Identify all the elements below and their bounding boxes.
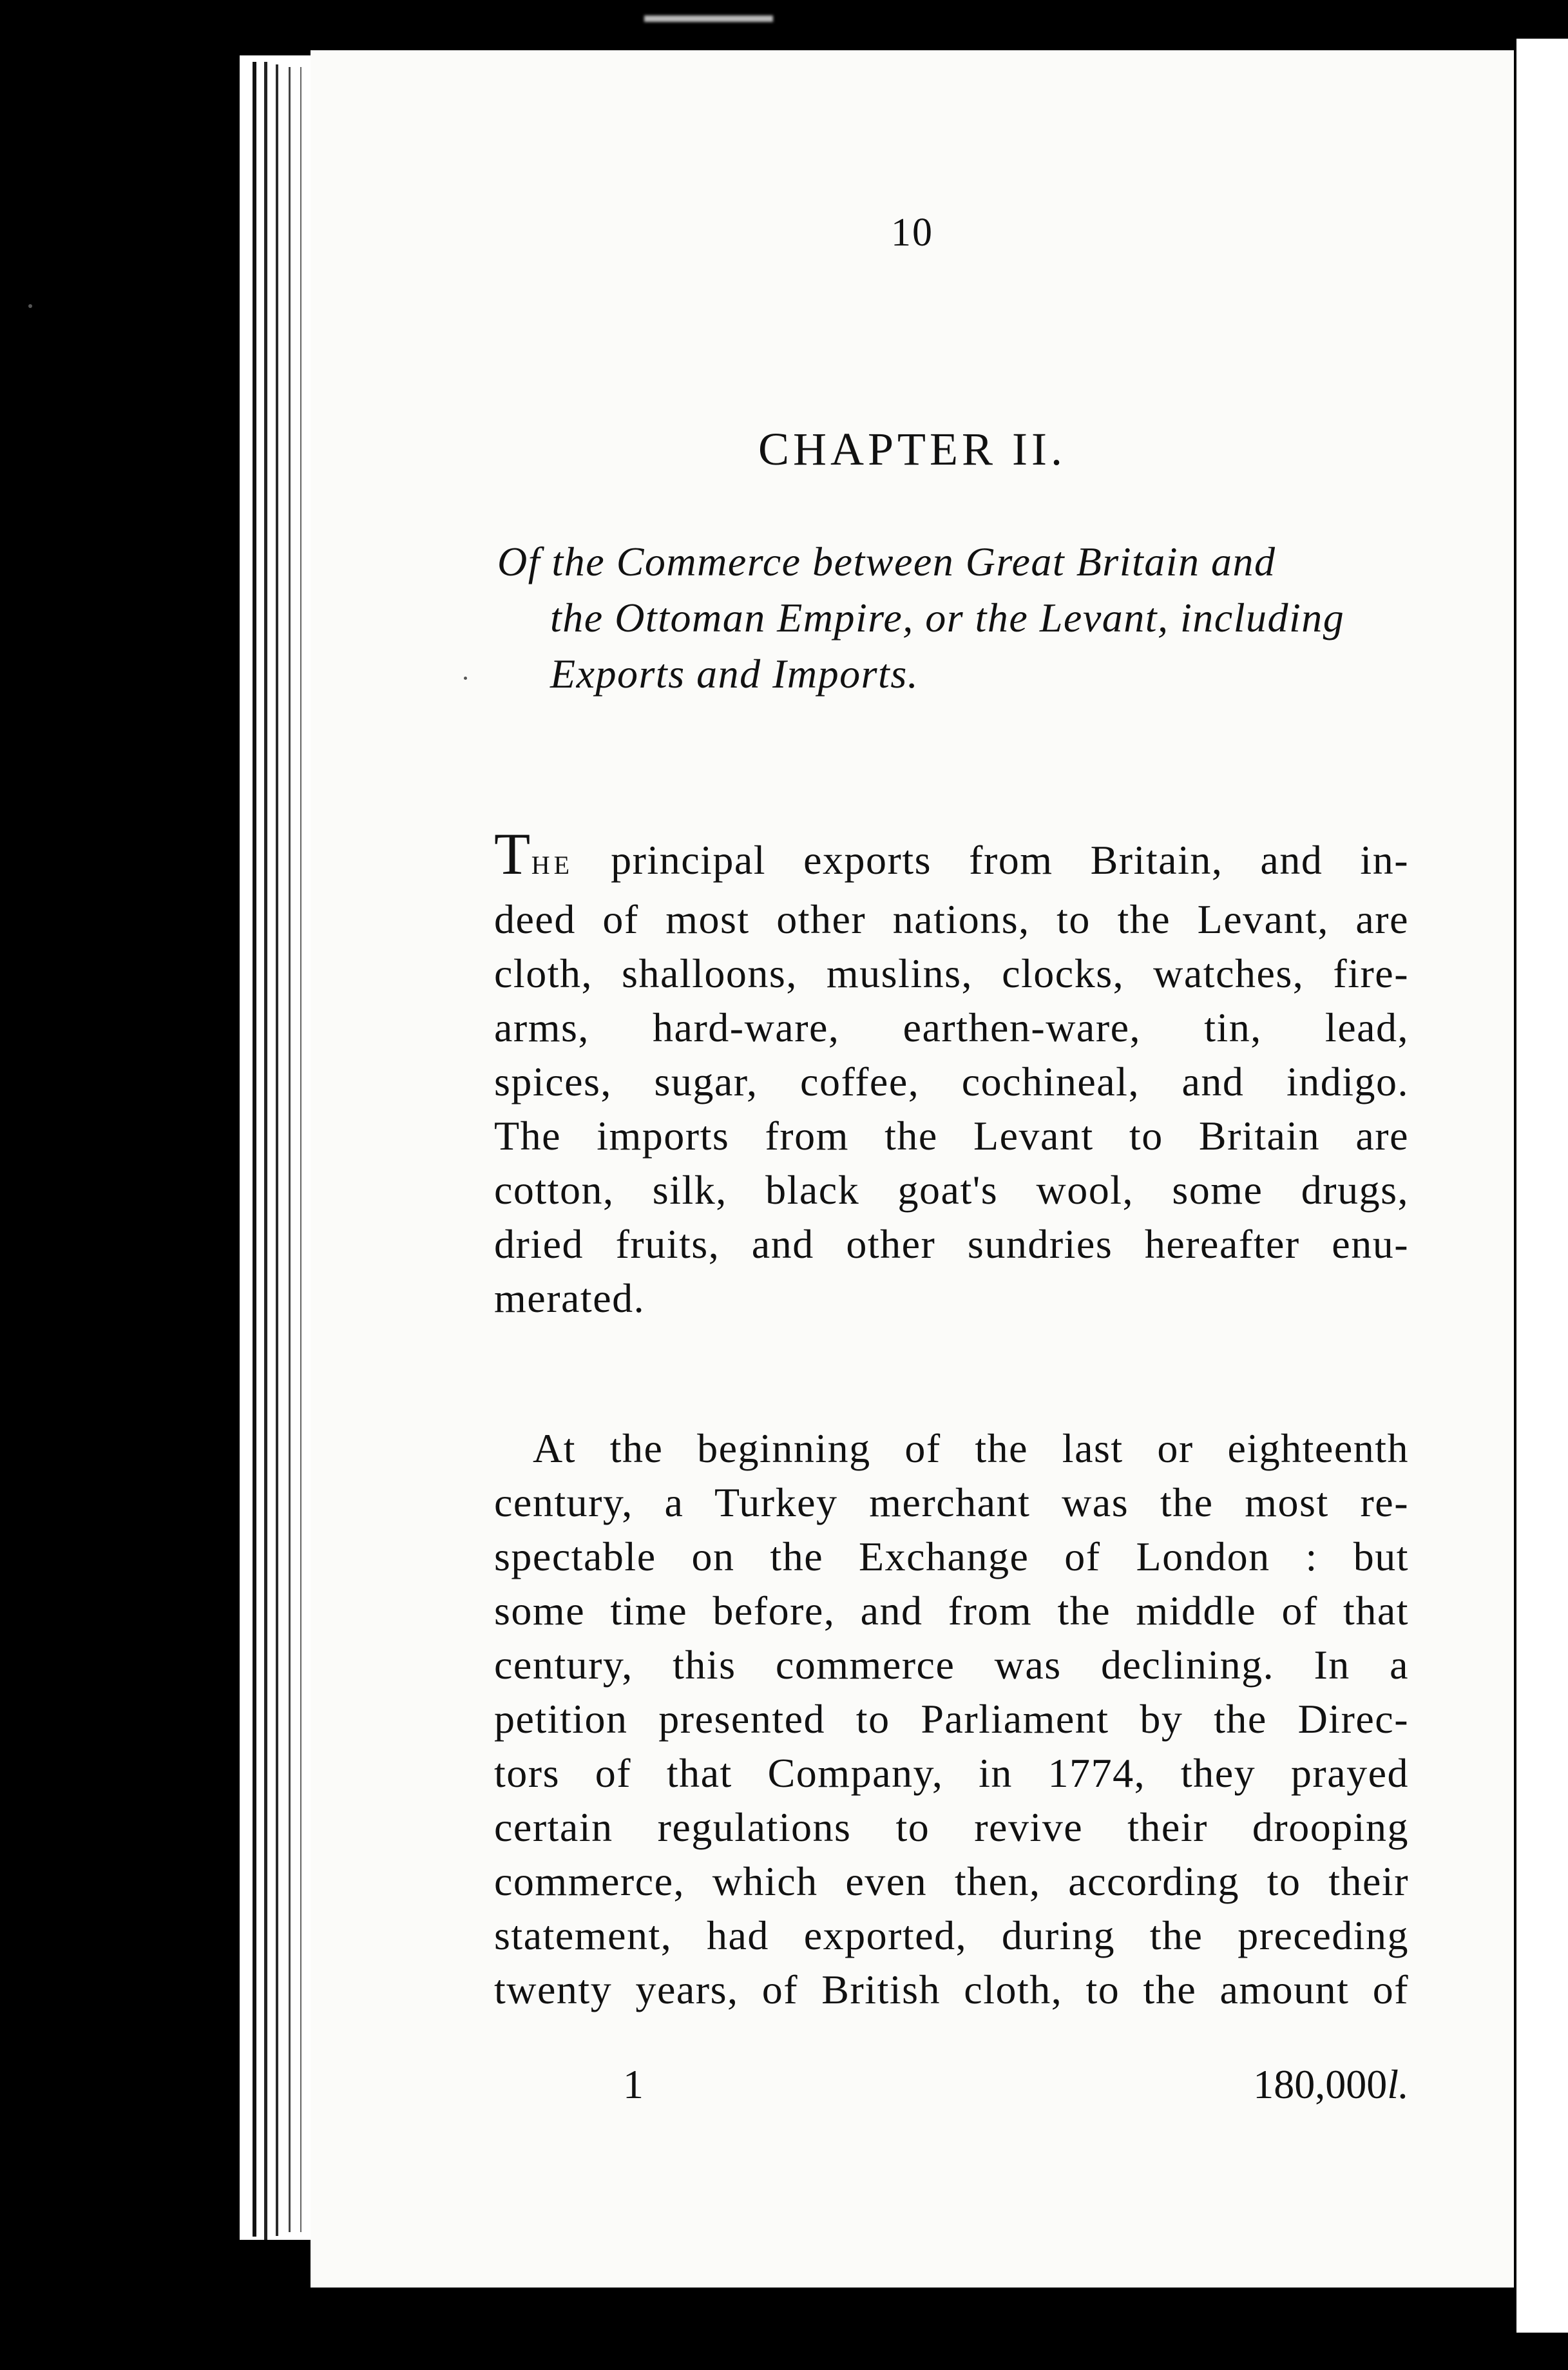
paragraph-line: merated.	[494, 1275, 645, 1321]
page-number: 10	[891, 211, 933, 255]
catchword-number: 180,000	[1253, 2061, 1388, 2107]
paragraph-line: arms, hard-ware, earthen-ware, tin, lead,	[494, 1005, 1409, 1050]
paragraph-line	[494, 821, 1409, 892]
catchword-unit: l.	[1387, 2061, 1409, 2107]
catchword	[1253, 2061, 1409, 2108]
subtitle-line: the Ottoman Empire, or the Levant, including	[550, 595, 1345, 641]
paragraph-line: century, a Turkey merchant was the most re-	[494, 1479, 1409, 1525]
paragraph-line: cloth, shalloons, muslins, clocks, watches, fire-	[494, 950, 1409, 996]
paragraph-line: petition presented to Parliament by the Direc-	[494, 1696, 1409, 1742]
signature-mark: 1	[623, 2061, 644, 2107]
paragraph-line: deed of most other nations, to the Levant, are	[494, 896, 1409, 942]
drop-cap: T	[494, 821, 531, 887]
paragraph-line: spectable on the Exchange of London : but	[494, 1534, 1409, 1579]
paragraph-line: spices, sugar, coffee, cochineal, and indigo.	[494, 1059, 1409, 1104]
small-caps: HE	[531, 851, 574, 880]
page-stack-line	[300, 67, 301, 2232]
paragraph-line: statement, had exported, during the preceding	[494, 1912, 1409, 1958]
paragraph-line: commerce, which even then, according to their	[494, 1858, 1409, 1904]
paragraph-line: At the beginning of the last or eighteenth	[533, 1425, 1409, 1471]
paragraph-exports	[494, 821, 1409, 1325]
paragraph-line: tors of that Company, in 1774, they prayed	[494, 1750, 1409, 1796]
page-stack-line	[289, 67, 291, 2232]
next-page-edge	[1514, 39, 1568, 2333]
paragraph-history	[494, 1421, 1409, 2017]
scan-speck	[464, 677, 467, 680]
page-stack-edge	[240, 55, 317, 2240]
paragraph-line: twenty years, of British cloth, to the amount of	[494, 1967, 1409, 2012]
paragraph-line: dried fruits, and other sundries hereafter enu-	[494, 1221, 1409, 1267]
paragraph-line: The imports from the Levant to Britain are	[494, 1113, 1409, 1159]
chapter-subtitle	[497, 534, 1406, 702]
chapter-heading: CHAPTER II.	[758, 423, 1066, 475]
book-page	[311, 50, 1514, 2288]
scan-smudge	[644, 15, 773, 22]
paragraph-line: cotton, silk, black goat's wool, some drugs,	[494, 1167, 1409, 1213]
scan-border-top	[0, 0, 1568, 41]
page-stack-line	[264, 62, 267, 2240]
page-stack-line	[253, 62, 256, 2237]
paragraph-line: some time before, and from the middle of that	[494, 1588, 1409, 1633]
page-footer	[494, 2061, 1409, 2112]
line-text: principal exports from Britain, and in-	[573, 837, 1409, 883]
subtitle-line: Exports and Imports.	[550, 651, 919, 697]
paragraph-line: certain regulations to revive their drooping	[494, 1804, 1409, 1850]
paragraph-line: century, this commerce was declining. In a	[494, 1642, 1409, 1688]
page-stack-line	[276, 64, 278, 2236]
scan-speck	[28, 304, 32, 308]
subtitle-line: Of the Commerce between Great Britain and	[497, 539, 1276, 584]
